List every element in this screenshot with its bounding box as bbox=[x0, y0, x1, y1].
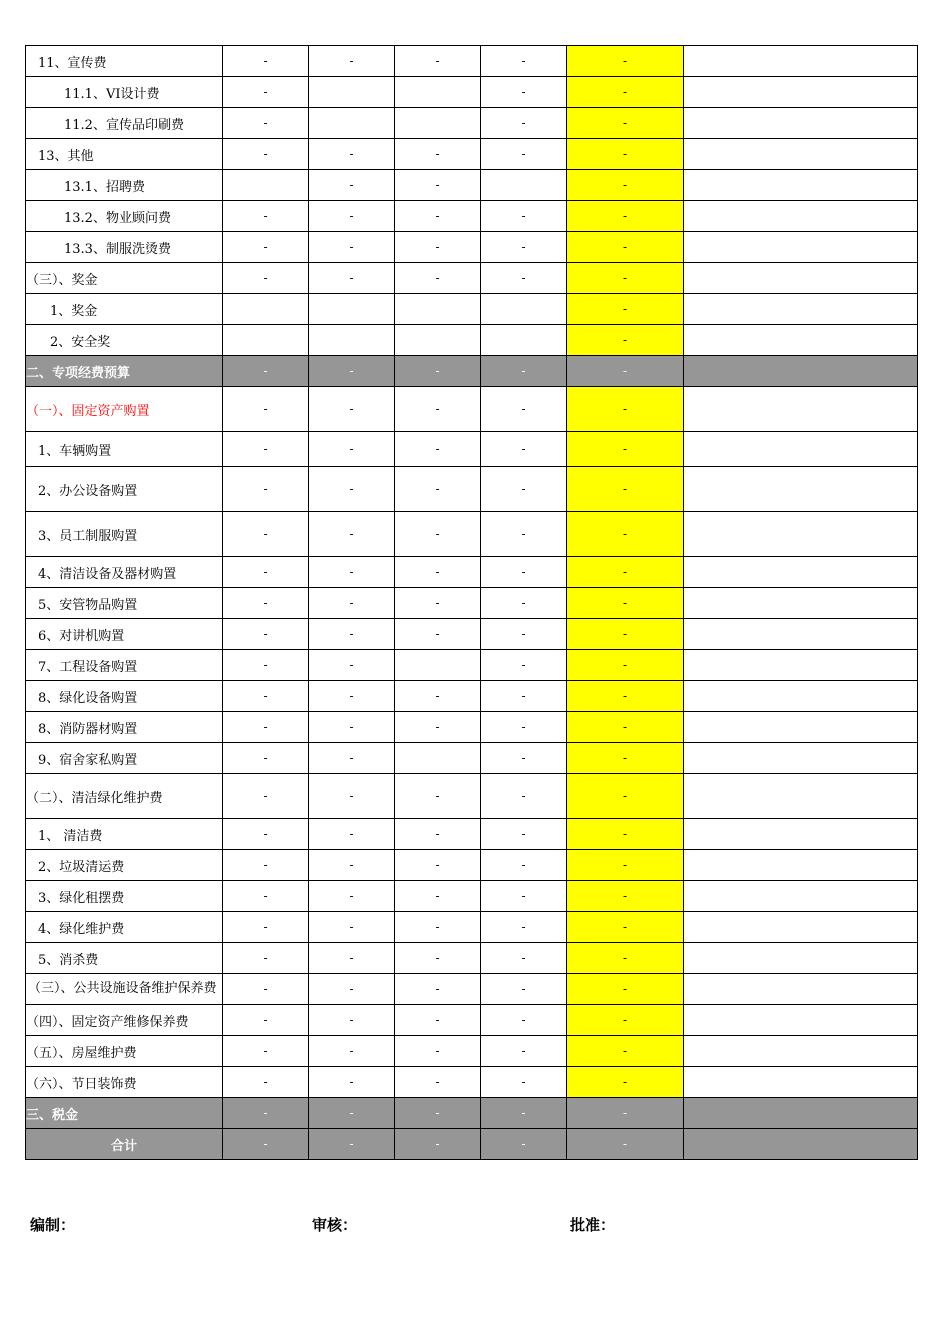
total-cell: - bbox=[567, 650, 684, 681]
value-cell: - bbox=[309, 850, 395, 881]
remark-cell bbox=[684, 943, 918, 974]
value-cell bbox=[395, 650, 481, 681]
value-cell: - bbox=[309, 387, 395, 432]
value-cell: - bbox=[481, 743, 567, 774]
row-label: （三）、奖金 bbox=[26, 263, 223, 294]
total-cell: - bbox=[567, 1036, 684, 1067]
remark-cell bbox=[684, 1098, 918, 1129]
value-cell bbox=[223, 170, 309, 201]
value-cell: - bbox=[309, 974, 395, 1005]
value-cell: - bbox=[395, 1129, 481, 1160]
remark-cell bbox=[684, 1129, 918, 1160]
budget-table bbox=[25, 45, 918, 1160]
value-cell: - bbox=[309, 170, 395, 201]
remark-cell bbox=[684, 512, 918, 557]
value-cell: - bbox=[223, 588, 309, 619]
remark-cell bbox=[684, 650, 918, 681]
value-cell: - bbox=[223, 1067, 309, 1098]
value-cell: - bbox=[481, 881, 567, 912]
row-label: 3、绿化租摆费 bbox=[26, 881, 223, 912]
approved-by-label: 批准： bbox=[570, 1216, 616, 1234]
value-cell: - bbox=[395, 1036, 481, 1067]
total-cell: - bbox=[567, 557, 684, 588]
remark-cell bbox=[684, 881, 918, 912]
row-label: 4、清洁设备及器材购置 bbox=[26, 557, 223, 588]
row-label: 1、奖金 bbox=[26, 294, 223, 325]
value-cell: - bbox=[481, 1036, 567, 1067]
value-cell: - bbox=[309, 467, 395, 512]
table-row bbox=[26, 232, 918, 263]
value-cell: - bbox=[395, 619, 481, 650]
total-cell: - bbox=[567, 467, 684, 512]
value-cell: - bbox=[223, 432, 309, 467]
row-label: （五）、房屋维护费 bbox=[26, 1036, 223, 1067]
value-cell: - bbox=[481, 681, 567, 712]
table-row bbox=[26, 1005, 918, 1036]
total-cell: - bbox=[567, 712, 684, 743]
value-cell: - bbox=[309, 681, 395, 712]
table-row bbox=[26, 1098, 918, 1129]
total-cell: - bbox=[567, 139, 684, 170]
value-cell: - bbox=[223, 1098, 309, 1129]
value-cell: - bbox=[223, 774, 309, 819]
value-cell: - bbox=[481, 774, 567, 819]
table-row bbox=[26, 1036, 918, 1067]
value-cell: - bbox=[395, 263, 481, 294]
value-cell: - bbox=[481, 467, 567, 512]
value-cell: - bbox=[223, 139, 309, 170]
value-cell: - bbox=[481, 46, 567, 77]
value-cell: - bbox=[223, 467, 309, 512]
row-label: 合计 bbox=[26, 1129, 223, 1160]
remark-cell bbox=[684, 139, 918, 170]
value-cell: - bbox=[481, 819, 567, 850]
value-cell bbox=[481, 170, 567, 201]
value-cell: - bbox=[309, 557, 395, 588]
row-label: （一）、固定资产购置 bbox=[26, 387, 223, 432]
value-cell: - bbox=[223, 650, 309, 681]
row-label: 4、绿化维护费 bbox=[26, 912, 223, 943]
table-row bbox=[26, 974, 918, 1005]
table-row bbox=[26, 108, 918, 139]
value-cell bbox=[481, 294, 567, 325]
total-cell: - bbox=[567, 387, 684, 432]
total-cell: - bbox=[567, 974, 684, 1005]
value-cell bbox=[309, 325, 395, 356]
total-cell: - bbox=[567, 325, 684, 356]
value-cell: - bbox=[223, 108, 309, 139]
total-cell: - bbox=[567, 77, 684, 108]
total-cell: - bbox=[567, 46, 684, 77]
row-label: 13、其他 bbox=[26, 139, 223, 170]
value-cell: - bbox=[395, 1067, 481, 1098]
remark-cell bbox=[684, 1036, 918, 1067]
value-cell: - bbox=[223, 943, 309, 974]
value-cell: - bbox=[223, 232, 309, 263]
table-row bbox=[26, 912, 918, 943]
total-cell: - bbox=[567, 881, 684, 912]
row-label: 11、宣传费 bbox=[26, 46, 223, 77]
value-cell: - bbox=[395, 201, 481, 232]
value-cell: - bbox=[395, 681, 481, 712]
total-cell: - bbox=[567, 356, 684, 387]
value-cell: - bbox=[481, 512, 567, 557]
remark-cell bbox=[684, 850, 918, 881]
value-cell bbox=[309, 294, 395, 325]
remark-cell bbox=[684, 912, 918, 943]
value-cell: - bbox=[481, 387, 567, 432]
value-cell: - bbox=[223, 850, 309, 881]
value-cell: - bbox=[395, 467, 481, 512]
total-cell: - bbox=[567, 743, 684, 774]
remark-cell bbox=[684, 263, 918, 294]
remark-cell bbox=[684, 356, 918, 387]
value-cell: - bbox=[223, 1129, 309, 1160]
table-row bbox=[26, 46, 918, 77]
row-label: 7、工程设备购置 bbox=[26, 650, 223, 681]
table-row bbox=[26, 712, 918, 743]
value-cell: - bbox=[395, 850, 481, 881]
remark-cell bbox=[684, 1005, 918, 1036]
value-cell: - bbox=[395, 139, 481, 170]
table-row bbox=[26, 881, 918, 912]
remark-cell bbox=[684, 325, 918, 356]
table-row bbox=[26, 1129, 918, 1160]
total-cell: - bbox=[567, 943, 684, 974]
value-cell: - bbox=[309, 1098, 395, 1129]
value-cell: - bbox=[395, 588, 481, 619]
row-label: 11.2、宣传品印刷费 bbox=[26, 108, 223, 139]
value-cell: - bbox=[309, 1036, 395, 1067]
remark-cell bbox=[684, 774, 918, 819]
value-cell: - bbox=[395, 432, 481, 467]
value-cell: - bbox=[309, 263, 395, 294]
value-cell: - bbox=[223, 512, 309, 557]
remark-cell bbox=[684, 557, 918, 588]
value-cell bbox=[395, 108, 481, 139]
total-cell: - bbox=[567, 1005, 684, 1036]
value-cell bbox=[223, 294, 309, 325]
value-cell: - bbox=[481, 432, 567, 467]
total-cell: - bbox=[567, 432, 684, 467]
row-label: 8、消防器材购置 bbox=[26, 712, 223, 743]
table-row bbox=[26, 201, 918, 232]
value-cell: - bbox=[481, 974, 567, 1005]
remark-cell bbox=[684, 588, 918, 619]
total-cell: - bbox=[567, 774, 684, 819]
value-cell: - bbox=[309, 512, 395, 557]
table-row bbox=[26, 743, 918, 774]
value-cell: - bbox=[395, 881, 481, 912]
table-row bbox=[26, 432, 918, 467]
value-cell: - bbox=[309, 1129, 395, 1160]
value-cell: - bbox=[481, 912, 567, 943]
remark-cell bbox=[684, 108, 918, 139]
value-cell: - bbox=[309, 650, 395, 681]
total-cell: - bbox=[567, 819, 684, 850]
value-cell: - bbox=[309, 943, 395, 974]
remark-cell bbox=[684, 619, 918, 650]
row-label: （三）、公共设施设备维护保养费 bbox=[26, 974, 223, 1005]
value-cell: - bbox=[481, 1067, 567, 1098]
table-row bbox=[26, 325, 918, 356]
remark-cell bbox=[684, 232, 918, 263]
total-cell: - bbox=[567, 170, 684, 201]
remark-cell bbox=[684, 467, 918, 512]
value-cell: - bbox=[395, 170, 481, 201]
value-cell: - bbox=[223, 263, 309, 294]
value-cell: - bbox=[481, 77, 567, 108]
value-cell: - bbox=[309, 201, 395, 232]
value-cell bbox=[395, 77, 481, 108]
value-cell: - bbox=[481, 588, 567, 619]
value-cell: - bbox=[309, 432, 395, 467]
value-cell: - bbox=[223, 201, 309, 232]
value-cell: - bbox=[223, 743, 309, 774]
value-cell: - bbox=[309, 774, 395, 819]
row-label: 3、员工制服购置 bbox=[26, 512, 223, 557]
value-cell: - bbox=[309, 46, 395, 77]
value-cell bbox=[395, 743, 481, 774]
value-cell bbox=[395, 294, 481, 325]
table-row bbox=[26, 294, 918, 325]
value-cell: - bbox=[223, 681, 309, 712]
value-cell bbox=[309, 77, 395, 108]
value-cell: - bbox=[481, 943, 567, 974]
row-label: 5、消杀费 bbox=[26, 943, 223, 974]
table-row bbox=[26, 170, 918, 201]
row-label: 5、安管物品购置 bbox=[26, 588, 223, 619]
remark-cell bbox=[684, 201, 918, 232]
value-cell: - bbox=[395, 46, 481, 77]
value-cell bbox=[395, 325, 481, 356]
row-label: 8、绿化设备购置 bbox=[26, 681, 223, 712]
value-cell: - bbox=[223, 974, 309, 1005]
value-cell: - bbox=[481, 108, 567, 139]
value-cell: - bbox=[223, 77, 309, 108]
total-cell: - bbox=[567, 681, 684, 712]
remark-cell bbox=[684, 46, 918, 77]
table-row bbox=[26, 467, 918, 512]
total-cell: - bbox=[567, 912, 684, 943]
prepared-by-label: 编制： bbox=[30, 1216, 76, 1234]
value-cell: - bbox=[395, 712, 481, 743]
value-cell bbox=[309, 108, 395, 139]
table-row bbox=[26, 1067, 918, 1098]
total-cell: - bbox=[567, 1067, 684, 1098]
table-row bbox=[26, 850, 918, 881]
table-row bbox=[26, 774, 918, 819]
row-label: （二）、清洁绿化维护费 bbox=[26, 774, 223, 819]
value-cell bbox=[223, 325, 309, 356]
value-cell: - bbox=[481, 1129, 567, 1160]
value-cell: - bbox=[481, 1098, 567, 1129]
table-row bbox=[26, 263, 918, 294]
value-cell: - bbox=[395, 943, 481, 974]
value-cell: - bbox=[223, 387, 309, 432]
value-cell: - bbox=[309, 819, 395, 850]
row-label: 11.1、VI设计费 bbox=[26, 77, 223, 108]
row-label: 二、专项经费预算 bbox=[26, 356, 223, 387]
value-cell: - bbox=[481, 619, 567, 650]
value-cell: - bbox=[481, 139, 567, 170]
value-cell: - bbox=[223, 881, 309, 912]
value-cell: - bbox=[309, 588, 395, 619]
table-row bbox=[26, 512, 918, 557]
value-cell: - bbox=[223, 912, 309, 943]
value-cell: - bbox=[481, 232, 567, 263]
total-cell: - bbox=[567, 512, 684, 557]
value-cell: - bbox=[481, 712, 567, 743]
table-row bbox=[26, 77, 918, 108]
row-label: 1、 清洁费 bbox=[26, 819, 223, 850]
value-cell: - bbox=[309, 912, 395, 943]
table-row bbox=[26, 588, 918, 619]
value-cell: - bbox=[309, 743, 395, 774]
value-cell: - bbox=[223, 619, 309, 650]
row-label: 2、垃圾清运费 bbox=[26, 850, 223, 881]
value-cell: - bbox=[309, 232, 395, 263]
value-cell: - bbox=[223, 712, 309, 743]
value-cell: - bbox=[395, 232, 481, 263]
total-cell: - bbox=[567, 201, 684, 232]
row-label: 2、安全奖 bbox=[26, 325, 223, 356]
value-cell: - bbox=[395, 1098, 481, 1129]
value-cell: - bbox=[223, 819, 309, 850]
value-cell: - bbox=[395, 912, 481, 943]
value-cell: - bbox=[223, 557, 309, 588]
value-cell: - bbox=[309, 139, 395, 170]
remark-cell bbox=[684, 819, 918, 850]
total-cell: - bbox=[567, 850, 684, 881]
remark-cell bbox=[684, 712, 918, 743]
table-row bbox=[26, 387, 918, 432]
value-cell: - bbox=[395, 387, 481, 432]
value-cell: - bbox=[481, 1005, 567, 1036]
table-row bbox=[26, 819, 918, 850]
reviewed-by-label: 审核： bbox=[312, 1216, 358, 1234]
value-cell: - bbox=[223, 356, 309, 387]
value-cell: - bbox=[395, 512, 481, 557]
value-cell: - bbox=[481, 557, 567, 588]
value-cell: - bbox=[481, 850, 567, 881]
remark-cell bbox=[684, 743, 918, 774]
value-cell: - bbox=[223, 1036, 309, 1067]
remark-cell bbox=[684, 432, 918, 467]
value-cell: - bbox=[395, 974, 481, 1005]
total-cell: - bbox=[567, 1098, 684, 1129]
value-cell: - bbox=[395, 774, 481, 819]
remark-cell bbox=[684, 170, 918, 201]
row-label: 三、税金 bbox=[26, 1098, 223, 1129]
table-row bbox=[26, 139, 918, 170]
remark-cell bbox=[684, 974, 918, 1005]
table-row bbox=[26, 557, 918, 588]
total-cell: - bbox=[567, 294, 684, 325]
remark-cell bbox=[684, 77, 918, 108]
total-cell: - bbox=[567, 232, 684, 263]
value-cell: - bbox=[481, 650, 567, 681]
value-cell: - bbox=[309, 1067, 395, 1098]
table-row bbox=[26, 681, 918, 712]
value-cell: - bbox=[395, 557, 481, 588]
row-label: 6、对讲机购置 bbox=[26, 619, 223, 650]
value-cell: - bbox=[395, 356, 481, 387]
remark-cell bbox=[684, 294, 918, 325]
total-cell: - bbox=[567, 619, 684, 650]
remark-cell bbox=[684, 387, 918, 432]
value-cell: - bbox=[481, 263, 567, 294]
row-label: （四）、固定资产维修保养费 bbox=[26, 1005, 223, 1036]
total-cell: - bbox=[567, 588, 684, 619]
remark-cell bbox=[684, 681, 918, 712]
value-cell: - bbox=[481, 201, 567, 232]
table-row bbox=[26, 650, 918, 681]
row-label: 13.3、制服洗烫费 bbox=[26, 232, 223, 263]
value-cell: - bbox=[309, 1005, 395, 1036]
value-cell: - bbox=[223, 1005, 309, 1036]
remark-cell bbox=[684, 1067, 918, 1098]
table-row bbox=[26, 943, 918, 974]
value-cell: - bbox=[481, 356, 567, 387]
row-label: （六）、节日装饰费 bbox=[26, 1067, 223, 1098]
row-label: 1、车辆购置 bbox=[26, 432, 223, 467]
value-cell: - bbox=[309, 619, 395, 650]
table-row bbox=[26, 619, 918, 650]
row-label: 9、宿舍家私购置 bbox=[26, 743, 223, 774]
value-cell: - bbox=[395, 1005, 481, 1036]
value-cell: - bbox=[309, 881, 395, 912]
total-cell: - bbox=[567, 1129, 684, 1160]
table-row bbox=[26, 356, 918, 387]
budget-table-body bbox=[26, 46, 918, 1160]
value-cell: - bbox=[309, 356, 395, 387]
value-cell: - bbox=[223, 46, 309, 77]
value-cell bbox=[481, 325, 567, 356]
row-label: 2、办公设备购置 bbox=[26, 467, 223, 512]
row-label: 13.1、招聘费 bbox=[26, 170, 223, 201]
value-cell: - bbox=[309, 712, 395, 743]
total-cell: - bbox=[567, 263, 684, 294]
row-label: 13.2、物业顾问费 bbox=[26, 201, 223, 232]
total-cell: - bbox=[567, 108, 684, 139]
value-cell: - bbox=[395, 819, 481, 850]
